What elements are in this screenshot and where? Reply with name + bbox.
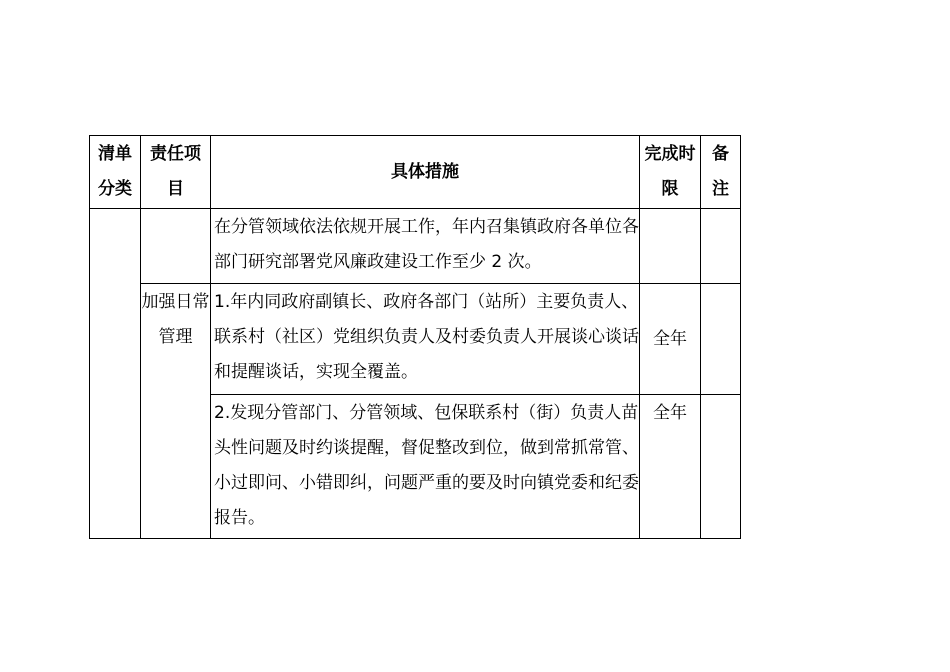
measure-cell: 2.发现分管部门、分管领域、包保联系村（街）负责人苗头性问题及时约谈提醒，督促整改到位，做到常抓常管、小过即问、小错即纠，问题严重的要及时向镇党委和纪委报告。 [211,395,640,539]
note-cell [701,395,741,539]
item-cell [141,284,211,539]
header-item-label: 责任项 目 [150,144,201,199]
header-deadline-label: 完成时 限 [644,144,696,199]
note-cell [701,284,741,395]
deadline-cell: 全年 [640,284,701,395]
measure-cell: 1.年内同政府副镇长、政府各部门（站所）主要负责人、联系村（社区）党组织负责人及村委负责人开展谈心谈话和提醒谈话，实现全覆盖。 [211,284,640,395]
item-label: 加强日常管理 [141,292,210,347]
note-cell [701,209,741,284]
header-note-label: 备 注 [712,144,729,199]
header-category [90,136,141,209]
header-item [141,136,211,209]
category-cell [90,209,141,539]
item-cell [141,209,211,284]
header-category-label: 清单 分类 [98,144,132,199]
deadline-cell [640,209,701,284]
header-deadline [640,136,701,209]
header-measures [211,136,640,209]
measure-cell: 在分管领域依法依规开展工作，年内召集镇政府各单位各部门研究部署党风廉政建设工作至少 2 次。 [211,209,640,284]
table-row [90,284,741,395]
responsibility-table [89,135,741,539]
header-note [701,136,741,209]
table-header-row [90,136,741,209]
deadline-cell: 全年 [640,395,701,539]
table-row [90,209,741,284]
header-measures-label: 具体措施 [391,161,459,182]
